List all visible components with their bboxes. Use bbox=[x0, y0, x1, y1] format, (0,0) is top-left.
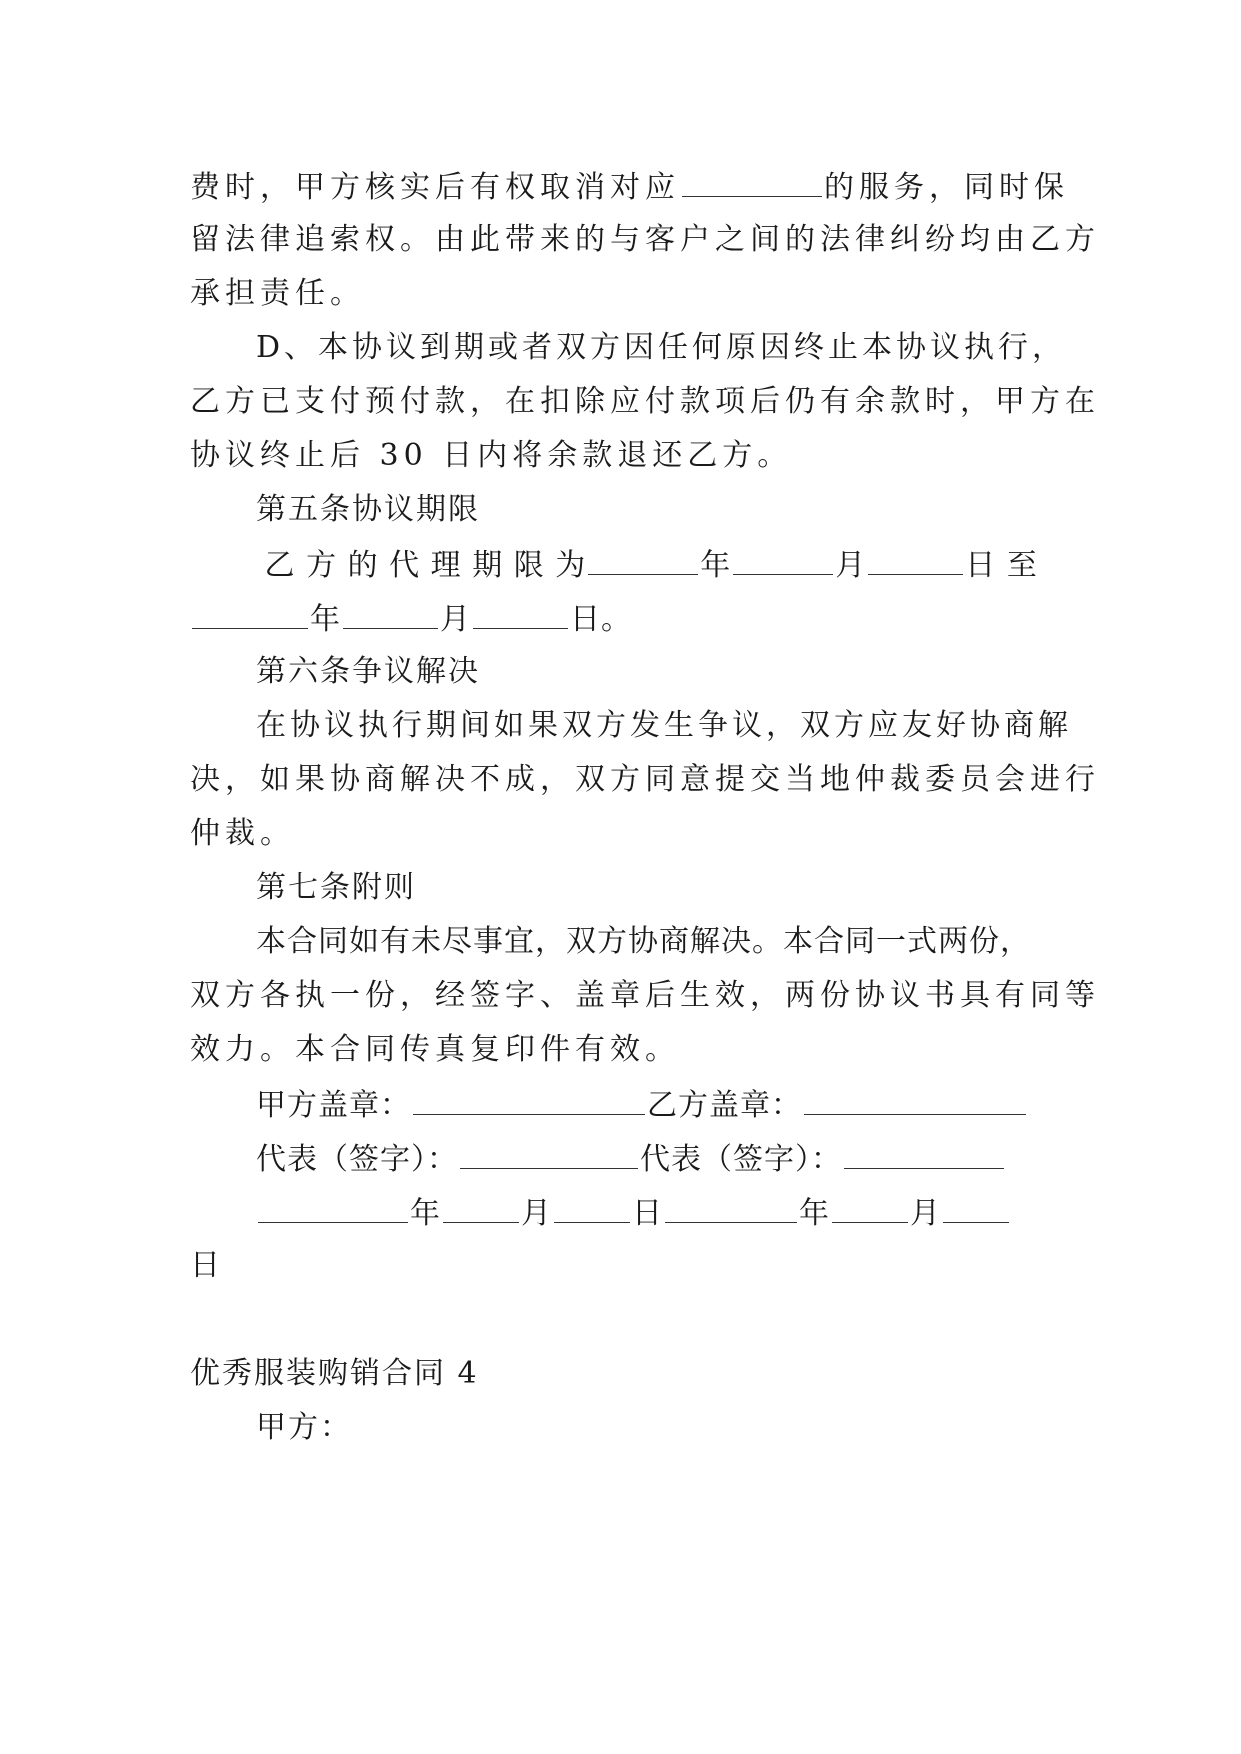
text-line: 承担责任。 bbox=[190, 276, 365, 311]
text-line: 在协议执行期间如果双方发生争议，双方应友好协商解 bbox=[256, 708, 1072, 743]
text-fragment: 年 bbox=[310, 602, 341, 637]
text-line: 乙方已支付预付款，在扣除应付款项后仍有余款时，甲方在 bbox=[190, 384, 1100, 419]
fill-blank[interactable] bbox=[192, 596, 308, 629]
text-fragment: 年 bbox=[700, 548, 732, 583]
fill-blank[interactable] bbox=[473, 596, 568, 629]
text-line bbox=[190, 164, 1069, 208]
text-line: 协议终止后 30 日内将余款退还乙方。 bbox=[190, 438, 793, 473]
contract-title: 优秀服装购销合同 4 bbox=[190, 1356, 479, 1391]
month-blank[interactable] bbox=[443, 1190, 519, 1223]
party-a-label: 甲方： bbox=[256, 1410, 352, 1445]
text-fragment: 代表（签字）： bbox=[256, 1142, 458, 1177]
party-b-seal-blank[interactable] bbox=[804, 1082, 1026, 1115]
text-fragment: 日。 bbox=[570, 602, 632, 637]
text-fragment: 乙方盖章： bbox=[647, 1088, 802, 1123]
text-line bbox=[254, 542, 1048, 586]
text-line: 效力。本合同传真复印件有效。 bbox=[190, 1032, 680, 1067]
signature-line bbox=[256, 1136, 1050, 1180]
year-blank[interactable] bbox=[258, 1190, 408, 1223]
text-line bbox=[190, 596, 1050, 640]
text-fragment: 月 bbox=[440, 602, 471, 637]
signature-line bbox=[256, 1082, 1050, 1126]
text-fragment: 日 至 bbox=[965, 548, 1038, 583]
text-fragment: 乙 方 的 代 理 期 限 为 bbox=[254, 548, 587, 583]
article-heading: 第七条附则 bbox=[256, 870, 416, 905]
fill-blank[interactable] bbox=[733, 542, 833, 575]
text-fragment: 月 bbox=[910, 1196, 941, 1231]
text-line: 仲裁。 bbox=[190, 816, 295, 851]
text-line: 留法律追索权。由此带来的与客户之间的法律纠纷均由乙方 bbox=[190, 222, 1100, 257]
text-line: 日 bbox=[190, 1248, 225, 1283]
article-heading: 第六条争议解决 bbox=[256, 654, 480, 689]
text-fragment: 月 bbox=[521, 1196, 552, 1231]
text-fragment: 年 bbox=[410, 1196, 441, 1231]
month-blank[interactable] bbox=[832, 1190, 908, 1223]
text-fragment: 的服务，同时保 bbox=[824, 170, 1069, 205]
text-fragment: 月 bbox=[835, 548, 867, 583]
day-blank[interactable] bbox=[943, 1190, 1009, 1223]
text-fragment: 费时，甲方核实后有权取消对应 bbox=[190, 170, 680, 205]
text-fragment: 代表（签字）： bbox=[640, 1142, 842, 1177]
date-line bbox=[256, 1190, 1050, 1234]
text-line: 本合同如有未尽事宜，双方协商解决。本合同一式两份， bbox=[256, 924, 1031, 959]
rep-b-signature-blank[interactable] bbox=[844, 1136, 1004, 1169]
text-line: 决，如果协商解决不成，双方同意提交当地仲裁委员会进行 bbox=[190, 762, 1100, 797]
article-heading: 第五条协议期限 bbox=[256, 492, 480, 527]
day-blank[interactable] bbox=[554, 1190, 630, 1223]
text-fragment: 日 bbox=[632, 1196, 663, 1231]
fill-blank[interactable] bbox=[868, 542, 963, 575]
party-a-seal-blank[interactable] bbox=[413, 1082, 645, 1115]
year-blank[interactable] bbox=[665, 1190, 797, 1223]
fill-blank[interactable] bbox=[588, 542, 698, 575]
fill-blank[interactable] bbox=[343, 596, 438, 629]
text-fragment: 甲方盖章： bbox=[256, 1088, 411, 1123]
fill-blank[interactable] bbox=[682, 164, 822, 197]
text-fragment: 年 bbox=[799, 1196, 830, 1231]
rep-a-signature-blank[interactable] bbox=[460, 1136, 638, 1169]
text-line: 双方各执一份，经签字、盖章后生效，两份协议书具有同等 bbox=[190, 978, 1100, 1013]
text-line: D、本协议到期或者双方因任何原因终止本协议执行， bbox=[256, 330, 1067, 365]
